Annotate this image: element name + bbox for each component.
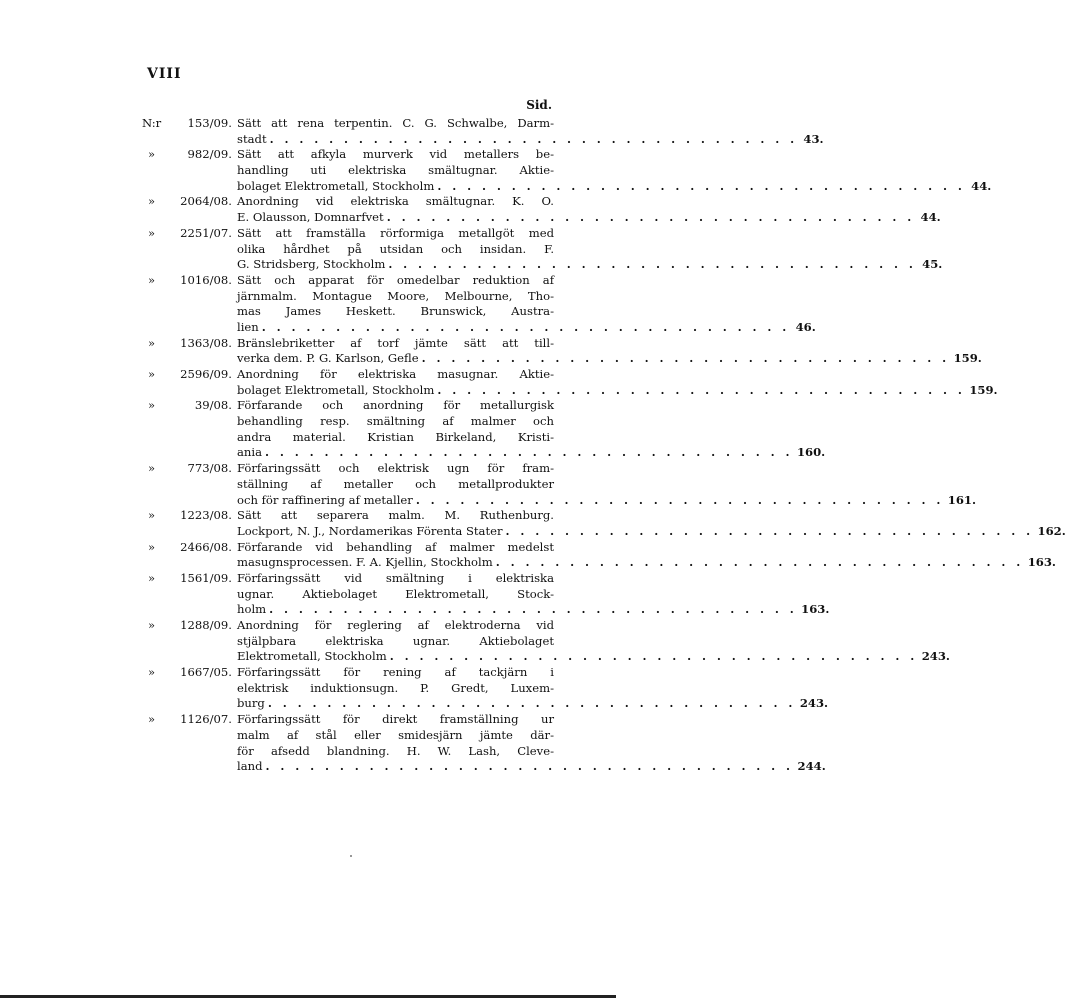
patent-number: 2064/08. xyxy=(180,194,232,209)
index-entry xyxy=(142,508,1066,539)
page-reference: 163. xyxy=(801,602,830,617)
patent-number: 153/09. xyxy=(187,116,232,130)
description-text: Anordning vid elektriska smältugnar. K. O. xyxy=(237,194,554,209)
index-entry xyxy=(142,272,816,336)
description-line xyxy=(237,398,554,414)
description-text: Förfaringssätt och elektrisk ugn för fram- xyxy=(237,461,554,476)
description-line xyxy=(237,367,554,383)
index-entry xyxy=(142,398,826,461)
index-entry xyxy=(142,194,941,225)
description-line xyxy=(237,477,554,493)
index-entry xyxy=(142,665,829,712)
description-line xyxy=(237,634,554,650)
description-text: Förfaringssätt för direkt framställning ur xyxy=(237,712,554,727)
page-reference: 45. xyxy=(922,257,943,272)
description-last-line xyxy=(237,445,826,461)
patent-reference xyxy=(142,194,232,210)
description-text: Sätt att separera malm. M. Ruthenburg. xyxy=(237,508,554,523)
description-text: Anordning för elektriska masugnar. Aktie- xyxy=(237,367,554,381)
description-text: E. Olausson, Domnarfvet xyxy=(237,210,384,225)
description-text: Förfarande och anordning för metallurgisk xyxy=(237,398,554,413)
description-line xyxy=(237,508,554,524)
dot-leader: . . . . . . . . . . . . . . . . . . . . . . . . . . . . . . . . . . . . xyxy=(437,178,966,193)
patent-number-prefix: » xyxy=(148,618,156,632)
description-text: Förfaringssätt vid smältning i elektriska xyxy=(237,570,554,585)
entry-description xyxy=(237,665,829,712)
description-text: och för raffinering af metaller xyxy=(237,492,413,507)
description-last-line xyxy=(237,131,824,148)
description-line xyxy=(237,728,554,744)
dot-leader: . . . . . . . . . . . . . . . . . . . . . . . . . . . . . . . . . . . . xyxy=(495,555,1024,570)
entry-description xyxy=(237,335,982,367)
index-entry xyxy=(142,225,943,273)
page-reference: 43. xyxy=(803,131,824,146)
page-reference: 160. xyxy=(796,445,826,460)
page-reference: 243. xyxy=(921,649,950,664)
patent-number-prefix: » xyxy=(148,194,156,209)
index-entry xyxy=(142,570,830,618)
dot-leader: . . . . . . . . . . . . . . . . . . . . . . . . . . . . . . . . . . . . xyxy=(267,696,796,711)
entry-description xyxy=(237,225,943,273)
description-text: bolaget Elektrometall, Stockholm xyxy=(237,178,435,193)
patent-number: 2466/08. xyxy=(180,539,232,554)
description-line xyxy=(237,194,554,210)
description-last-line xyxy=(237,382,998,399)
description-text: Förfaringssätt för rening af tackjärn i xyxy=(237,665,554,680)
description-last-line xyxy=(237,319,816,336)
page-reference: 44. xyxy=(971,178,992,193)
dot-leader: . . . . . . . . . . . . . . . . . . . . . . . . . . . . . . . . . . . . xyxy=(421,351,950,366)
patent-number: 1667/05. xyxy=(180,665,232,680)
patent-reference xyxy=(142,618,232,634)
index-entry xyxy=(142,367,998,398)
page-reference: 244. xyxy=(797,759,826,774)
dot-leader: . . . . . . . . . . . . . . . . . . . . . . . . . . . . . . . . . . . . xyxy=(386,210,915,225)
description-last-line xyxy=(237,759,826,775)
description-text: stjälpbara elektriska ugnar. Aktiebolaget xyxy=(237,633,554,648)
patent-reference xyxy=(142,461,232,477)
description-line xyxy=(237,587,554,603)
dot-leader: . . . . . . . . . . . . . . . . . . . . . . . . . . . . . . . . . . . . xyxy=(261,319,790,334)
index-entry xyxy=(142,116,824,147)
dot-leader: . . . . . . . . . . . . . . . . . . . . . . . . . . . . . . . . . . . . xyxy=(388,257,917,272)
index-entry xyxy=(142,335,982,367)
description-line xyxy=(237,681,554,697)
patent-number-prefix: » xyxy=(148,539,156,554)
description-line xyxy=(237,289,554,305)
patent-number: 773/08. xyxy=(187,461,232,476)
entry-description xyxy=(237,116,824,147)
description-text: för afsedd blandning. H. W. Lash, Cleve- xyxy=(237,743,554,758)
description-text: mas James Heskett. Brunswick, Austra- xyxy=(237,304,554,319)
description-text: Lockport, N. J., Nordamerikas Förenta Stater xyxy=(237,523,503,538)
description-line xyxy=(237,273,554,289)
description-text: järnmalm. Montague Moore, Melbourne, Tho- xyxy=(237,288,554,303)
description-text: Anordning för reglering af elektroderna vid xyxy=(237,618,554,632)
patent-number-prefix: » xyxy=(148,508,156,523)
description-line xyxy=(237,336,554,352)
description-last-line xyxy=(237,523,1066,540)
patent-reference xyxy=(142,226,232,242)
description-line xyxy=(237,712,554,728)
patent-number: 982/09. xyxy=(187,147,232,162)
description-line xyxy=(237,540,554,556)
patent-number: 1126/07. xyxy=(180,712,232,727)
description-text: G. Stridsberg, Stockholm xyxy=(237,257,386,272)
description-text: Elektrometall, Stockholm xyxy=(237,649,387,664)
dot-leader: . . . . . . . . . . . . . . . . . . . . . . . . . . . . . . . . . . . . xyxy=(269,602,798,617)
patent-number-prefix: » xyxy=(148,335,156,350)
description-line xyxy=(237,430,554,446)
description-last-line xyxy=(237,696,829,712)
page-reference: 44. xyxy=(920,210,941,225)
description-last-line xyxy=(237,555,1056,571)
description-text: burg xyxy=(237,696,265,711)
patent-number-prefix: N:r xyxy=(142,116,162,130)
description-text: lien xyxy=(237,319,259,334)
description-line xyxy=(237,226,554,242)
description-text: Sätt att rena terpentin. C. G. Schwalbe, Darm- xyxy=(237,116,554,130)
description-last-line xyxy=(237,210,941,226)
description-line xyxy=(237,304,554,320)
description-last-line xyxy=(237,602,830,618)
entry-description xyxy=(237,570,830,618)
patent-number: 1016/08. xyxy=(180,272,232,287)
description-line xyxy=(237,163,554,179)
patent-reference xyxy=(142,540,232,556)
description-text: behandling resp. smältning af malmer och xyxy=(237,414,554,429)
page-reference: 46. xyxy=(795,319,816,334)
patent-reference xyxy=(142,398,232,414)
description-text: elektrisk induktionsugn. P. Gredt, Luxem- xyxy=(237,680,554,695)
entry-description xyxy=(237,461,977,508)
patent-reference xyxy=(142,367,232,383)
description-text: malm af stål eller smidesjärn jämte där- xyxy=(237,727,554,742)
description-text: Förfarande vid behandling af malmer medelst xyxy=(237,539,554,554)
patent-number-prefix: » xyxy=(148,570,156,585)
description-last-line xyxy=(237,351,982,367)
dot-leader: . . . . . . . . . . . . . . . . . . . . . . . . . . . . . . . . . . . . xyxy=(265,759,794,774)
bottom-rule xyxy=(0,995,616,998)
page-reference: 163. xyxy=(1027,555,1056,570)
description-last-line xyxy=(237,649,950,665)
index-entry xyxy=(142,147,992,194)
index-entry xyxy=(142,618,950,665)
dot-leader: . . . . . . . . . . . . . . . . . . . . . . . . . . . . . . . . . . . . xyxy=(437,382,966,397)
page-reference: 159. xyxy=(969,382,998,397)
patent-reference xyxy=(142,147,232,163)
dot-leader: . . . . . . . . . . . . . . . . . . . . . . . . . . . . . . . . . . . . xyxy=(415,492,944,507)
description-line xyxy=(237,116,554,132)
description-text: bolaget Elektrometall, Stockholm xyxy=(237,382,435,397)
page-reference: 161. xyxy=(947,492,977,507)
page-reference: 162. xyxy=(1037,523,1066,538)
description-text: holm xyxy=(237,602,267,617)
description-text: handling uti elektriska smältugnar. Aktie- xyxy=(237,163,554,178)
patent-number: 1223/08. xyxy=(180,508,232,523)
entry-description xyxy=(237,539,1056,571)
entry-description xyxy=(237,367,998,398)
description-last-line xyxy=(237,178,992,195)
description-text: ugnar. Aktiebolaget Elektrometall, Stock- xyxy=(237,586,554,601)
index-entry xyxy=(142,539,1056,571)
patent-number: 1561/09. xyxy=(180,570,232,585)
dot-leader: . . . . . . . . . . . . . . . . . . . . . . . . . . . . . . . . . . . . xyxy=(389,649,918,664)
description-text: Sätt och apparat för omedelbar reduktion af xyxy=(237,272,554,287)
description-text: Bränslebriketter af torf jämte sätt att till- xyxy=(237,335,554,350)
patent-reference xyxy=(142,116,232,132)
description-line xyxy=(237,461,554,477)
entry-description xyxy=(237,508,1066,539)
patent-number-prefix: » xyxy=(148,225,156,240)
index-entry xyxy=(142,461,977,508)
description-text: Sätt att afkyla murverk vid metallers be- xyxy=(237,147,554,162)
page-reference: 243. xyxy=(799,696,829,711)
dot-leader: . . . . . . . . . . . . . . . . . . . . . . . . . . . . . . . . . . . . xyxy=(505,523,1034,538)
patent-number: 1288/09. xyxy=(180,618,232,632)
description-line xyxy=(237,242,554,258)
dot-leader: . . . . . . . . . . . . . . . . . . . . . . . . . . . . . . . . . . . . xyxy=(265,445,793,460)
patent-reference xyxy=(142,571,232,587)
patent-number: 1363/08. xyxy=(180,335,232,350)
patent-number: 39/08. xyxy=(194,398,232,413)
description-text: stadt xyxy=(237,131,267,146)
description-text: ställning af metaller och metallprodukter xyxy=(237,476,554,491)
description-line xyxy=(237,571,554,587)
dot-leader: . . . . . . . . . . . . . . . . . . . . . . . . . . . . . . . . . . . . xyxy=(269,131,798,146)
description-line xyxy=(237,147,554,163)
page-reference: 159. xyxy=(953,351,982,366)
page-number: VIII xyxy=(147,66,182,82)
description-last-line xyxy=(237,257,943,273)
patent-number: 2596/09. xyxy=(180,367,232,381)
entry-description xyxy=(237,398,826,461)
entry-description xyxy=(237,147,992,194)
description-line xyxy=(237,744,554,760)
description-text: masugnsprocessen. F. A. Kjellin, Stockholm xyxy=(237,555,493,570)
patent-reference xyxy=(142,273,232,289)
patent-number-prefix: » xyxy=(148,272,156,287)
page-column-heading: Sid. xyxy=(526,98,552,112)
description-text: olika hårdhet på utsidan och insidan. F. xyxy=(237,241,554,256)
description-line xyxy=(237,414,554,430)
patent-number-prefix: » xyxy=(148,367,156,381)
patent-number-prefix: » xyxy=(148,147,156,162)
patent-reference xyxy=(142,508,232,524)
description-last-line xyxy=(237,492,977,509)
entry-description xyxy=(237,712,826,775)
description-text: andra material. Kristian Birkeland, Kristi- xyxy=(237,429,554,444)
description-line xyxy=(237,665,554,681)
description-text: verka dem. P. G. Karlson, Gefle xyxy=(237,351,419,366)
entry-description xyxy=(237,272,816,336)
index-entry xyxy=(142,712,826,775)
description-text: Sätt att framställa rörformiga metallgöt med xyxy=(237,225,554,240)
print-speck xyxy=(350,855,352,857)
entry-description xyxy=(237,194,941,225)
entry-description xyxy=(237,618,950,665)
description-text: land xyxy=(237,759,263,774)
patent-index-list xyxy=(142,116,1066,775)
patent-number-prefix: » xyxy=(148,398,156,413)
patent-number: 2251/07. xyxy=(180,225,232,240)
patent-number-prefix: » xyxy=(148,712,156,727)
description-line xyxy=(237,618,554,634)
patent-reference xyxy=(142,712,232,728)
patent-reference xyxy=(142,336,232,352)
patent-number-prefix: » xyxy=(148,665,156,680)
patent-reference xyxy=(142,665,232,681)
description-text: ania xyxy=(237,445,262,460)
patent-number-prefix: » xyxy=(148,461,156,476)
